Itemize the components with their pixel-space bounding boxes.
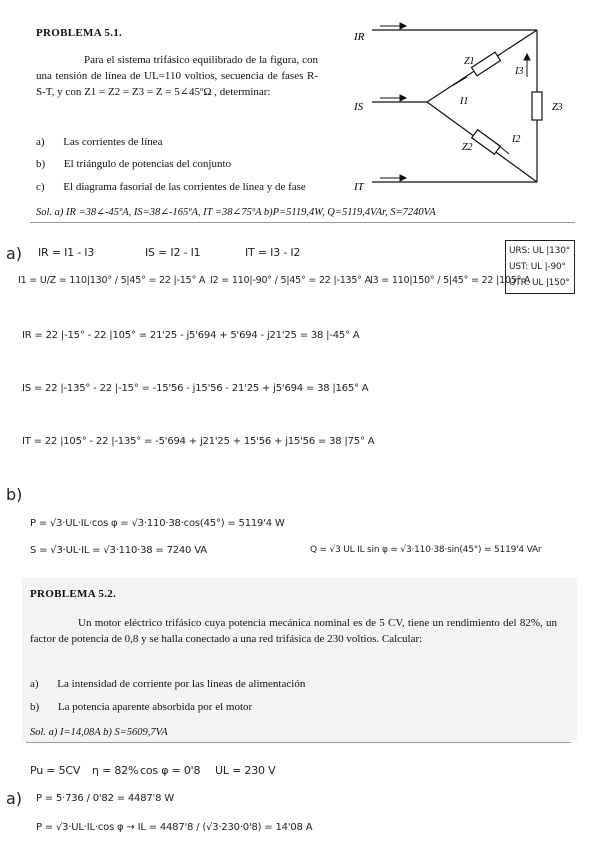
item-text: La potencia aparente absorbida por el motor <box>57 701 253 713</box>
divider <box>26 742 571 743</box>
arrow-ir <box>400 23 406 29</box>
hw-it-calc: IT = 22 |105° - 22 |-135° = -5'694 + j21'25 + 15'56 + j15'56 = 38 |75° A <box>22 436 375 447</box>
hw-ust: UST: UL |-90° <box>509 262 566 272</box>
hw2-i-calc: P = √3·UL·IL·cos φ → IL = 4487'8 / (√3·230·0'8) = 14'08 A <box>36 822 313 833</box>
problem1-item-a <box>36 136 163 148</box>
label-i2: I2 <box>512 134 521 145</box>
hw-eq-it: IT = I3 - I2 <box>245 246 301 259</box>
hw-b-label: b) <box>6 485 23 504</box>
problem1-solution: Sol. a) IR =38∠-45ºA, IS=38∠-165ºA, IT =38∠75ºA b)P=5119,4W, Q=5119,4VAr, S=7240VA <box>36 207 436 218</box>
item-letter: a) <box>30 678 39 690</box>
circuit-diagram <box>352 22 582 197</box>
item-text: La intensidad de corriente por las líneas de alimentación <box>57 678 306 690</box>
problem1-title: PROBLEMA 5.1. <box>36 27 123 39</box>
hw-is-calc: IS = 22 |-135° - 22 |-15° = -15'56 - j15'56 - 21'25 + j5'694 = 38 |165° A <box>22 383 369 394</box>
item-letter: b) <box>30 701 40 713</box>
item-letter: b) <box>36 158 46 170</box>
label-is: IS <box>354 101 364 113</box>
z1-resistor <box>472 52 501 76</box>
problem1-item-b <box>36 158 231 170</box>
hw2-a-label: a) <box>6 789 23 808</box>
label-z3: Z3 <box>552 102 563 113</box>
item-letter: c) <box>36 181 45 193</box>
hw-ir-calc: IR = 22 |-15° - 22 |105° = 21'25 - j5'694 + 5'694 - j21'25 = 38 |-45° A <box>22 330 360 341</box>
hw-p-calc: P = √3·UL·IL·cos φ = √3·110·38·cos(45°) = 5119'4 W <box>30 518 285 529</box>
problem2-title: PROBLEMA 5.2. <box>30 588 117 600</box>
hw-voltage-box <box>505 240 575 294</box>
z3-resistor <box>532 92 542 120</box>
label-it: IT <box>354 181 364 193</box>
hw-utr: UTR: UL |150° <box>509 278 570 288</box>
arrow-i3 <box>524 54 530 60</box>
problem1-item-c <box>36 181 306 193</box>
hw-urs: URS: UL |130° <box>509 246 571 256</box>
item-text: El triángulo de potencias del conjunto <box>63 158 232 170</box>
problem1-statement: Para el sistema trifásico equilibrado de la figura, con una tensión de línea de UL=110 voltios, secuencia de fases R-S-T, y con Z1 = Z2 = Z3 = Z = 5∠45ºΩ , determinar: <box>36 54 318 98</box>
problem2-item-b <box>30 701 252 713</box>
divider <box>30 222 575 223</box>
label-ir: IR <box>354 31 365 43</box>
hw2-ul: UL = 230 V <box>215 764 276 777</box>
hw-i2: I2 = 110|-90° / 5|45° = 22 |-135° A <box>210 275 371 286</box>
label-z2: Z2 <box>462 142 473 153</box>
label-i3: I3 <box>515 66 524 77</box>
arrow-is <box>400 95 406 101</box>
item-text: Las corrientes de línea <box>63 136 163 148</box>
problem2-item-a <box>30 678 305 690</box>
hw-i1: I1 = U/Z = 110|130° / 5|45° = 22 |-15° A <box>18 275 206 286</box>
hw-s-calc: S = √3·UL·IL = √3·110·38 = 7240 VA <box>30 545 207 556</box>
problem2-statement: Un motor eléctrico trifásico cuya potencia mecánica nominal es de 5 CV, tiene un rendimiento del 82%, un factor de potencia de 0,8 y se halla conectado a una red trifásica de 230 voltios. Calcular: <box>30 617 557 645</box>
hw2-pu: Pu = 5CV <box>30 764 81 777</box>
hw-i3: I3 = 110|150° / 5|45° = 22 |105° A <box>370 275 531 286</box>
label-i1: I1 <box>460 96 469 107</box>
item-letter: a) <box>36 136 45 148</box>
hw2-p-calc: P = 5·736 / 0'82 = 4487'8 W <box>36 793 174 804</box>
hw-a-label: a) <box>6 244 23 263</box>
hw-eq-is: IS = I2 - I1 <box>145 246 201 259</box>
z2-resistor <box>472 130 501 155</box>
arrow-it <box>400 175 406 181</box>
problem2-block <box>22 578 577 742</box>
hw2-eta: η = 82% <box>92 764 139 777</box>
problem2-solution: Sol. a) I=14,08A b) S=5609,7VA <box>30 727 168 738</box>
hw2-cos: cos φ = 0'8 <box>140 764 201 777</box>
hw-eq-ir: IR = I1 - I3 <box>38 246 95 259</box>
item-text: El diagrama fasorial de las corrientes de línea y de fase <box>63 181 306 193</box>
hw-q-calc: Q = √3 UL IL sin φ = √3·110·38·sin(45°) = 5119'4 VAr <box>310 545 542 555</box>
label-z1: Z1 <box>464 56 475 67</box>
